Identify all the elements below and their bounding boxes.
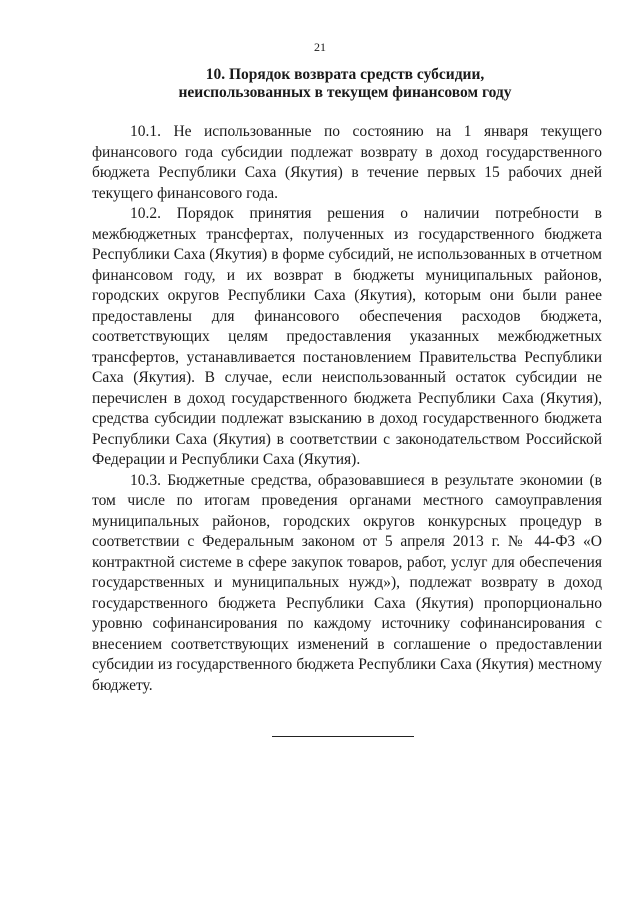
section-title [90,66,600,102]
page-number: 21 [314,40,326,54]
paragraph-10-1: 10.1. Не использованные по состоянию на 1 января текущего финансового года субсидии подлежат возврату в доход государственного бюджета Республики Саха (Якутия) в течение первых 15 рабочих дней текущего финансового года. [92,123,602,202]
section-title-line-2: неиспользованных в текущем финансовом году [178,84,512,101]
section-title-line-1: 10. Порядок возврата средств субсидии, [205,66,485,83]
end-separator-line [272,736,414,737]
paragraph-10-3: 10.3. Бюджетные средства, образовавшиеся в результате экономии (в том числе по итогам проведения органами местного самоуправления муниципальных районов, городских округов конкурсных процедур в соответствии с Федеральным законом от 5 апреля 2013 г. № 44-ФЗ «О контрактной системе в сфере закупок товаров, работ, услуг для обеспечения государственных и муниципальных нужд»), подлежат возврату в доход государственного бюджета Республики Саха (Якутия) пропорционально уровню софинансирования по каждому источнику софинансирования с внесением соответствующих изменений в соглашение о предоставлении субсидии из государственного бюджета Республики Саха (Якутия) местному бюджету. [92,471,602,694]
paragraph-10-2: 10.2. Порядок принятия решения о наличии потребности в межбюджетных трансфертах, полученных из государственного бюджета Республики Саха (Якутия) в форме субсидий, не использованных в отчетном финансовом году, и их возврат в бюджеты муниципальных районов, городских округов Республики Саха (Якутия), которым они были ранее предоставлены для финансового обеспечения расходов бюджета, соответствующих целям предоставления указанных межбюджетных трансфертов, устанавливается постановлением Правительства Республики Саха (Якутия). В случае, если неиспользованный остаток субсидии не перечислен в доход государственного бюджета Республики Саха (Якутия), средства субсидии подлежат взысканию в доход государственного бюджета Республики Саха (Якутия) в соответствии с законодательством Российской Федерации и Республики Саха (Якутия). [92,205,602,468]
document-body [92,122,602,696]
